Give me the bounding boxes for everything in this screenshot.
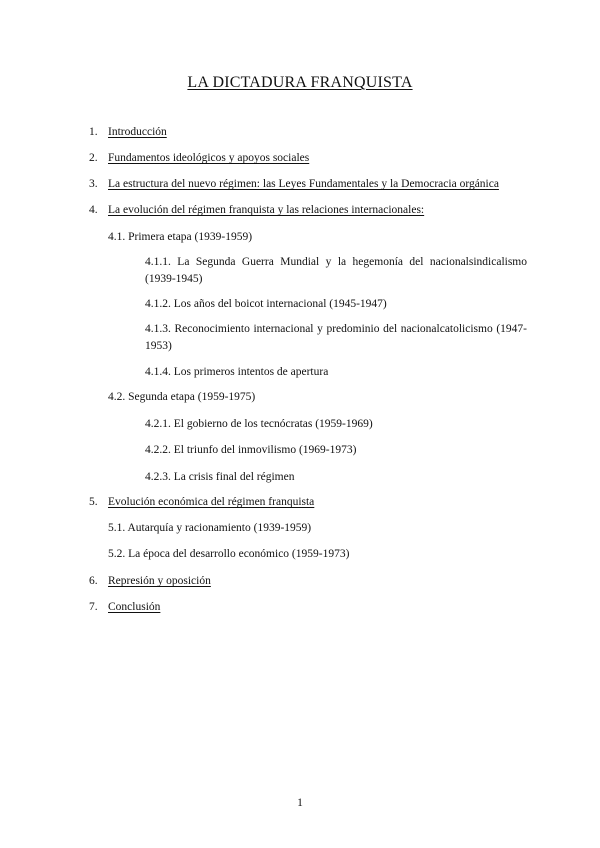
toc-subentry-4-2-3: 4.2.3. La crisis final del régimen bbox=[145, 471, 295, 483]
toc-subentry-4-2-2: 4.2.2. El triunfo del inmovilismo (1969-1973) bbox=[145, 444, 357, 456]
toc-entry-title: La evolución del régimen franquista y las relaciones internacionales: bbox=[108, 204, 425, 216]
toc-entry-number: 6. bbox=[89, 575, 98, 587]
toc-entry-number: 5. bbox=[89, 496, 98, 508]
toc-subentry-4-1: 4.1. Primera etapa (1939-1959) bbox=[108, 231, 253, 243]
page-number: 1 bbox=[297, 797, 303, 809]
toc-entry-title: Conclusión bbox=[108, 601, 161, 613]
toc-entry-title: La estructura del nuevo régimen: las Leyes Fundamentales y la Democracia orgánica bbox=[108, 178, 499, 190]
toc-subentry-5-2: 5.2. La época del desarrollo económico (1959-1973) bbox=[108, 548, 350, 560]
toc-subentry-5-1: 5.1. Autarquía y racionamiento (1939-1959) bbox=[108, 522, 312, 534]
document-title: LA DICTADURA FRANQUISTA bbox=[187, 74, 413, 91]
toc-entry-title: Represión y oposición bbox=[108, 575, 211, 587]
toc-subentry-4-1-1: 4.1.1. La Segunda Guerra Mundial y la hegemonía del nacionalsindicalismo (1939-1945) bbox=[145, 256, 527, 285]
toc-subentry-4-1-4: 4.1.4. Los primeros intentos de apertura bbox=[145, 366, 329, 378]
toc-entry-number: 3. bbox=[89, 178, 98, 190]
toc-entry-title: Introducción bbox=[108, 126, 167, 138]
toc-entry-number: 7. bbox=[89, 601, 98, 613]
toc-subentry-4-2: 4.2. Segunda etapa (1959-1975) bbox=[108, 391, 256, 403]
toc-entry-number: 4. bbox=[89, 204, 98, 216]
toc-subentry-4-1-2: 4.1.2. Los años del boicot internacional (1945-1947) bbox=[145, 298, 387, 310]
toc-entry-title: Evolución económica del régimen franquista bbox=[108, 496, 315, 508]
toc-entry-title: Fundamentos ideológicos y apoyos sociales bbox=[108, 152, 310, 164]
toc-entry-number: 2. bbox=[89, 152, 98, 164]
toc-entry-number: 1. bbox=[89, 126, 98, 138]
toc-subentry-4-2-1: 4.2.1. El gobierno de los tecnócratas (1959-1969) bbox=[145, 418, 373, 430]
toc-subentry-4-1-3: 4.1.3. Reconocimiento internacional y predominio del nacionalcatolicismo (1947-1953) bbox=[145, 323, 527, 352]
